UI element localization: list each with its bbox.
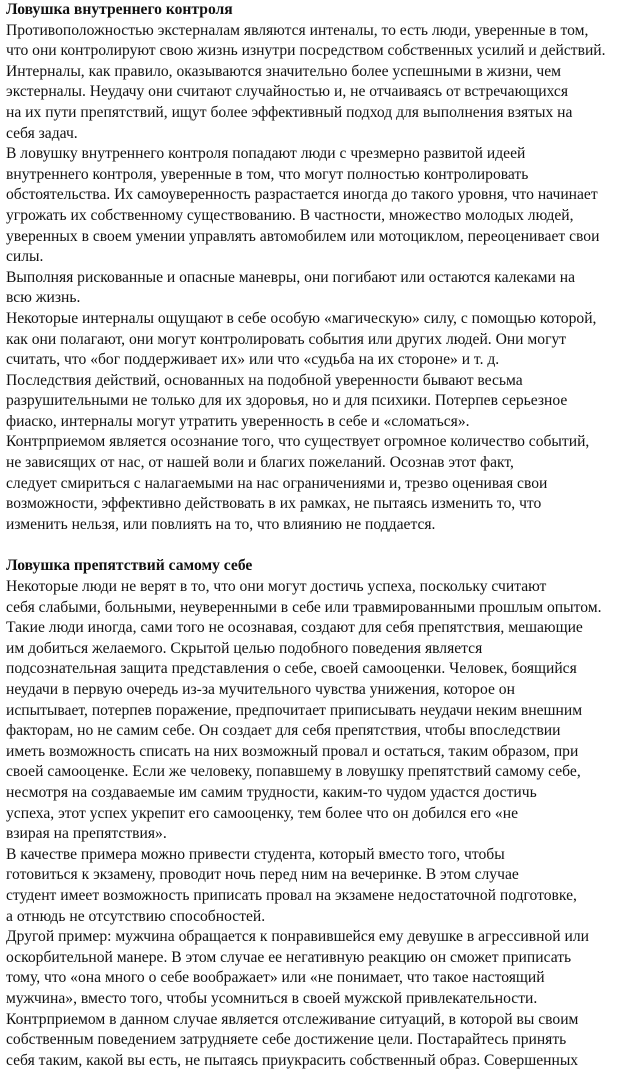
section-body-self-handicapping (6, 577, 618, 1071)
text-line: взирая на препятствия». (6, 825, 167, 843)
text-line: Такие люди иногда, сами того не осознавая, создают для себя препятствия, мешающие (6, 619, 583, 637)
section-heading-internal-control: Ловушка внутреннего контроля (6, 1, 233, 18)
text-line: не зависящих от нас, от нашей воли и благих пожеланий. Осознав этот факт, (6, 454, 514, 472)
section-spacer (6, 535, 618, 556)
text-line: студент имеет возможность приписать провал на экзамене недостаточной подготовке, (6, 886, 577, 904)
text-line: силы. (6, 248, 44, 266)
text-line: Выполняя рискованные и опасные маневры, они погибают или остаются калеками на (6, 268, 576, 286)
text-line: Другой пример: мужчина обращается к понравившейся ему девушке в агрессивной или (6, 928, 589, 946)
text-line: Контрприемом в данном случае является отслеживание ситуаций, в которой вы своим (6, 1010, 579, 1028)
text-line: угрожать их собственному существованию. В частности, множество молодых людей, (6, 206, 574, 224)
text-line: Некоторые люди не верят в то, что они могут достичь успеха, поскольку считают (6, 578, 547, 596)
text-line: испытывает, потерпев поражение, предпочитает приписывать неудачи неким внешним (6, 701, 583, 719)
text-line: уверенных в своем умении управлять автомобилем или мотоциклом, переоценивает свои (6, 227, 600, 245)
text-line: В качестве примера можно привести студента, который вместо того, чтобы (6, 845, 505, 863)
text-line: В ловушку внутреннего контроля попадают люди с чрезмерно развитой идеей (6, 145, 526, 163)
text-line: готовиться к экзамену, проводит ночь перед ним на вечеринке. В этом случае (6, 866, 519, 884)
section-body-internal-control (6, 21, 618, 536)
text-line: считать, что «бог поддерживает их» или что «судьба на их стороне» и т. д. (6, 351, 500, 369)
text-line: на их пути препятствий, ищут более эффективный подход для выполнения взятых на (6, 103, 573, 121)
text-line: экстерналы. Неудачу они считают случайностью и, не отчаиваясь от встречающихся (6, 83, 569, 101)
document-page (6, 0, 618, 1071)
text-line: своей самооценке. Если же человеку, попавшему в ловушку препятствий самому себе, (6, 763, 581, 781)
text-line: себя задач. (6, 124, 78, 142)
text-line: собственным поведением затрудняете себе достижение цели. Постарайтесь принять (6, 1031, 567, 1049)
text-line: Противоположностью экстерналам являются интеналы, то есть люди, уверенные в том, (6, 21, 589, 39)
text-line: иметь возможность списать на них возможный провал и остаться, таким образом, при (6, 742, 579, 760)
text-line: возможности, эффективно действовать в их рамках, не пытаясь изменить то, что (6, 495, 542, 513)
text-line: подсознательная защита представления о себе, своей самооценки. Человек, боящийся (6, 660, 577, 678)
text-line: что они контролируют свою жизнь изнутри посредством собственных усилий и действий. (6, 42, 606, 60)
text-line: себя таким, какой вы есть, не пытаясь приукрасить собственный образ. Совершенных (6, 1051, 579, 1069)
text-line: всю жизнь. (6, 289, 81, 307)
text-line: следует смириться с налагаемыми на нас ограничениями и, трезво оценивая свои (6, 474, 548, 492)
text-line: Некоторые интерналы ощущают в себе особую «магическую» силу, с помощью которой, (6, 309, 597, 327)
text-line: факторам, но не самим себе. Он создает для себя препятствия, чтобы впоследствии (6, 722, 561, 740)
text-line: тому, что «она много о себе воображает» или «не понимает, что такое настоящий (6, 969, 545, 987)
text-line: а отнюдь не отсутствию способностей. (6, 907, 266, 925)
text-line: внутреннего контроля, уверенные в том, что могут полностью контролировать (6, 165, 529, 183)
text-line: оскорбительной манере. В этом случае ее негативную реакцию он сможет приписать (6, 948, 572, 966)
text-line: изменить нельзя, или повлиять на то, что влиянию не поддается. (6, 515, 436, 533)
text-line: успеха, этот успех укрепит его самооценку, тем более что он добился его «не (6, 804, 518, 822)
text-line: Последствия действий, основанных на подобной уверенности бывают весьма (6, 371, 523, 389)
text-line: Контрприемом является осознание того, что существует огромное количество событий, (6, 433, 590, 451)
text-line: обстоятельства. Их самоуверенность разрастается иногда до такого уровня, что начинает (6, 186, 598, 204)
text-line: себя слабыми, больными, неуверенными в себе или травмированными прошлым опытом. (6, 598, 602, 616)
text-line: Интерналы, как правило, оказываются значительно более успешными в жизни, чем (6, 62, 561, 80)
text-line: неудачи в первую очередь из-за мучительного чувства унижения, которое он (6, 681, 515, 698)
text-line: им добиться желаемого. Скрытой целью подобного поведения является (6, 639, 483, 657)
section-heading-self-handicapping: Ловушка препятствий самому себе (6, 557, 253, 575)
text-line: мужчина», вместо того, чтобы усомниться в своей мужской привлекательности. (6, 989, 538, 1007)
text-line: как они полагают, они могут контролировать события или других людей. Они могут (6, 330, 567, 348)
text-line: разрушительными не только для их здоровья, но и для психики. Потерпев серьезное (6, 392, 568, 410)
text-line: несмотря на создаваемые им самим трудности, каким-то чудом удастся достичь (6, 783, 537, 801)
text-line: фиаско, интерналы могут утратить уверенность в себе и «сломаться». (6, 412, 470, 430)
